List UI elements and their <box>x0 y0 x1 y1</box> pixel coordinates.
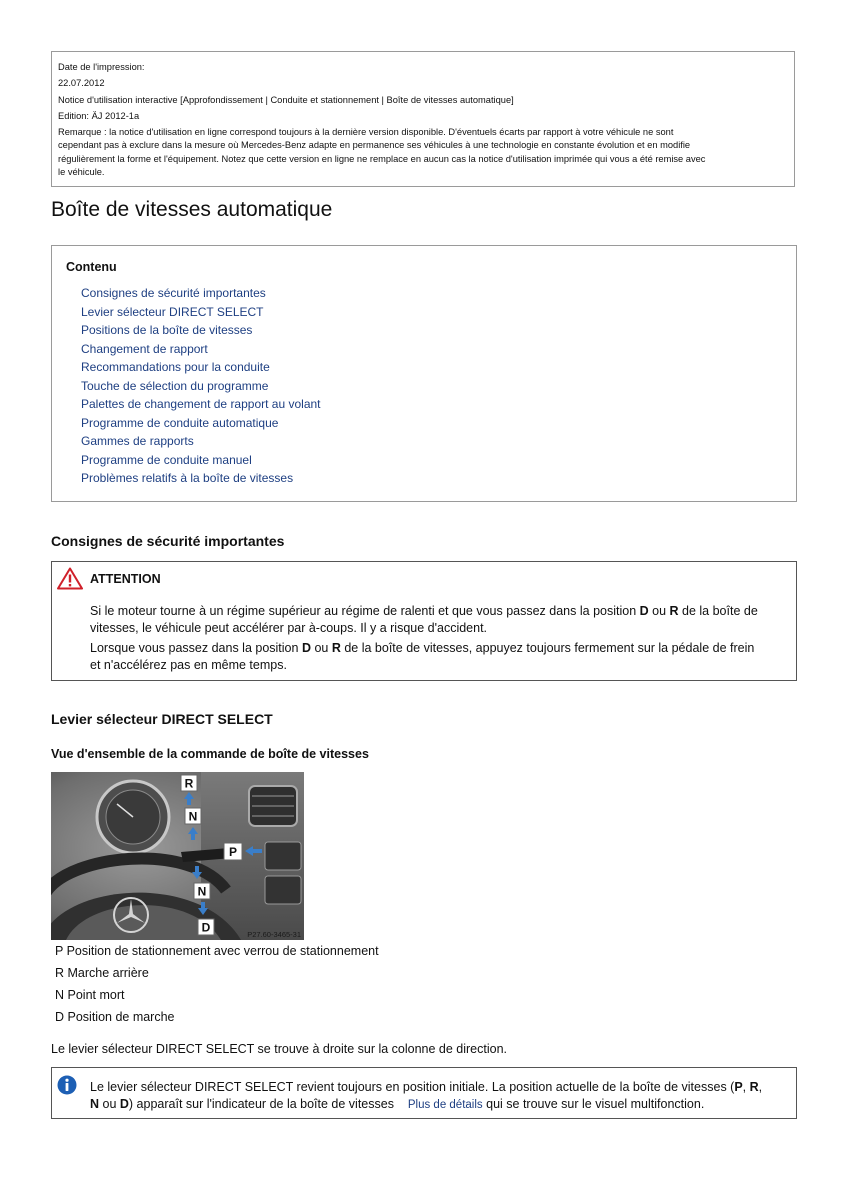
print-notice: Notice d'utilisation interactive [Approfondissement | Conduite et stationnement | Boîte de vitesses automatique] <box>58 94 514 105</box>
toc-link[interactable]: Recommandations pour la conduite <box>81 360 270 374</box>
info-box <box>51 1067 797 1119</box>
gear-r: R <box>749 1080 759 1094</box>
info-text-part: ) apparaît sur l'indicateur de la boîte de vitesses <box>128 1096 398 1111</box>
legend-n: N Point mort <box>55 988 125 1002</box>
safety-heading: Consignes de sécurité importantes <box>51 533 285 549</box>
toc-link[interactable]: Programme de conduite manuel <box>81 452 252 467</box>
position-label: P <box>228 845 238 859</box>
position-label: R <box>184 776 194 791</box>
console-panel <box>265 842 301 870</box>
console-panel <box>265 876 301 904</box>
gear-p: P <box>734 1080 743 1094</box>
lever-location-text: Le levier sélecteur DIRECT SELECT se trouve à droite sur la colonne de direction. <box>51 1042 508 1056</box>
info-text-part: , <box>758 1080 763 1094</box>
toc-link[interactable]: Programme de conduite automatique <box>81 415 279 430</box>
warning-paragraph-2 <box>90 640 780 673</box>
info-text-part: , <box>742 1080 750 1094</box>
warning-text: ou <box>648 604 670 618</box>
legend-p: P Position de stationnement avec verrou de stationnement <box>55 944 379 958</box>
print-date: 22.07.2012 <box>58 78 105 89</box>
gear-d: D <box>301 641 311 655</box>
warning-text: Lorsque vous passez dans la position <box>90 641 302 655</box>
legend-r: R Marche arrière <box>55 966 149 980</box>
overview-subheading: Vue d'ensemble de la commande de boîte de vitesses <box>51 747 369 761</box>
print-date-label: Date de l'impression: <box>58 62 145 72</box>
print-info-box <box>51 51 795 187</box>
figure-code: P27.60-3465-31 <box>247 930 301 939</box>
toc-link[interactable]: Palettes de changement de rapport au volant <box>81 397 321 411</box>
toc-link[interactable]: Positions de la boîte de vitesses <box>81 323 253 337</box>
remark-line: le véhicule. <box>58 167 105 178</box>
page-title: Boîte de vitesses automatique <box>51 198 333 221</box>
info-icon <box>57 1075 77 1095</box>
gear-d: D <box>639 604 649 618</box>
gear-d: D <box>119 1096 129 1111</box>
remark-line: cependant pas à exclure dans la mesure où Mercedes-Benz adapte en permanence ses véhicules à une technologie en constante évolution et en modifie <box>58 140 691 151</box>
toc-link[interactable]: Problèmes relatifs à la boîte de vitesses <box>81 471 294 485</box>
gear-selector-figure <box>51 772 304 940</box>
toc-link[interactable]: Consignes de sécurité importantes <box>81 286 266 300</box>
info-text-part: Le levier sélecteur DIRECT SELECT revient toujours en position initiale. La position actuelle de la boîte de vitesses ( <box>90 1080 735 1094</box>
print-remark <box>58 126 788 180</box>
info-text-part: ou <box>99 1096 120 1111</box>
warning-paragraph-1 <box>90 603 780 636</box>
legend-d: D Position de marche <box>55 1010 175 1024</box>
toc-link[interactable]: Touche de sélection du programme <box>81 378 269 393</box>
warning-text: et n'accélérez pas en même temps. <box>90 657 287 672</box>
warning-text: de la boîte de vitesses, appuyez toujours fermement sur la pédale de frein <box>340 641 755 655</box>
warning-text: Si le moteur tourne à un régime supérieur au régime de ralenti et que vous passez dans la position <box>90 604 640 618</box>
position-label: N <box>197 884 207 899</box>
toc-link[interactable]: Levier sélecteur DIRECT SELECT <box>81 304 264 319</box>
remark-line: Remarque : la notice d'utilisation en ligne correspond toujours à la dernière version disponible. D'éventuels écarts par rapport à votre véhicule ne sont <box>58 126 674 137</box>
warning-title: ATTENTION <box>90 572 161 586</box>
more-details-link[interactable]: Plus de détails <box>407 1098 483 1111</box>
toc-link[interactable]: Gammes de rapports <box>81 434 194 448</box>
toc-link[interactable]: Changement de rapport <box>81 341 208 356</box>
info-text <box>90 1079 790 1113</box>
gear-r: R <box>669 604 679 618</box>
print-edition: Edition: ÄJ 2012-1a <box>58 111 140 122</box>
toc-title: Contenu <box>66 260 117 274</box>
toc-box <box>51 245 797 502</box>
position-label: N <box>188 809 198 824</box>
direct-select-heading: Levier sélecteur DIRECT SELECT <box>51 711 273 727</box>
gear-r: R <box>331 641 341 655</box>
gear-n: N <box>90 1096 100 1111</box>
warning-text: vitesses, le véhicule peut accélérer par à-coups. Il y a risque d'accident. <box>90 620 488 635</box>
warning-box <box>51 561 797 681</box>
warning-triangle-icon <box>57 567 83 590</box>
warning-text: de la boîte de <box>678 604 758 618</box>
position-label: D <box>201 920 211 935</box>
remark-line: régulièrement la forme et l'équipement. Notez que cette version en ligne ne remplace en aucun cas la notice d'utilisation imprimée qui vous a été remise avec <box>58 153 706 164</box>
warning-text: ou <box>310 641 332 655</box>
info-text-part: qui se trouve sur le visuel multifonction. <box>482 1096 705 1111</box>
toc-list <box>81 284 321 488</box>
